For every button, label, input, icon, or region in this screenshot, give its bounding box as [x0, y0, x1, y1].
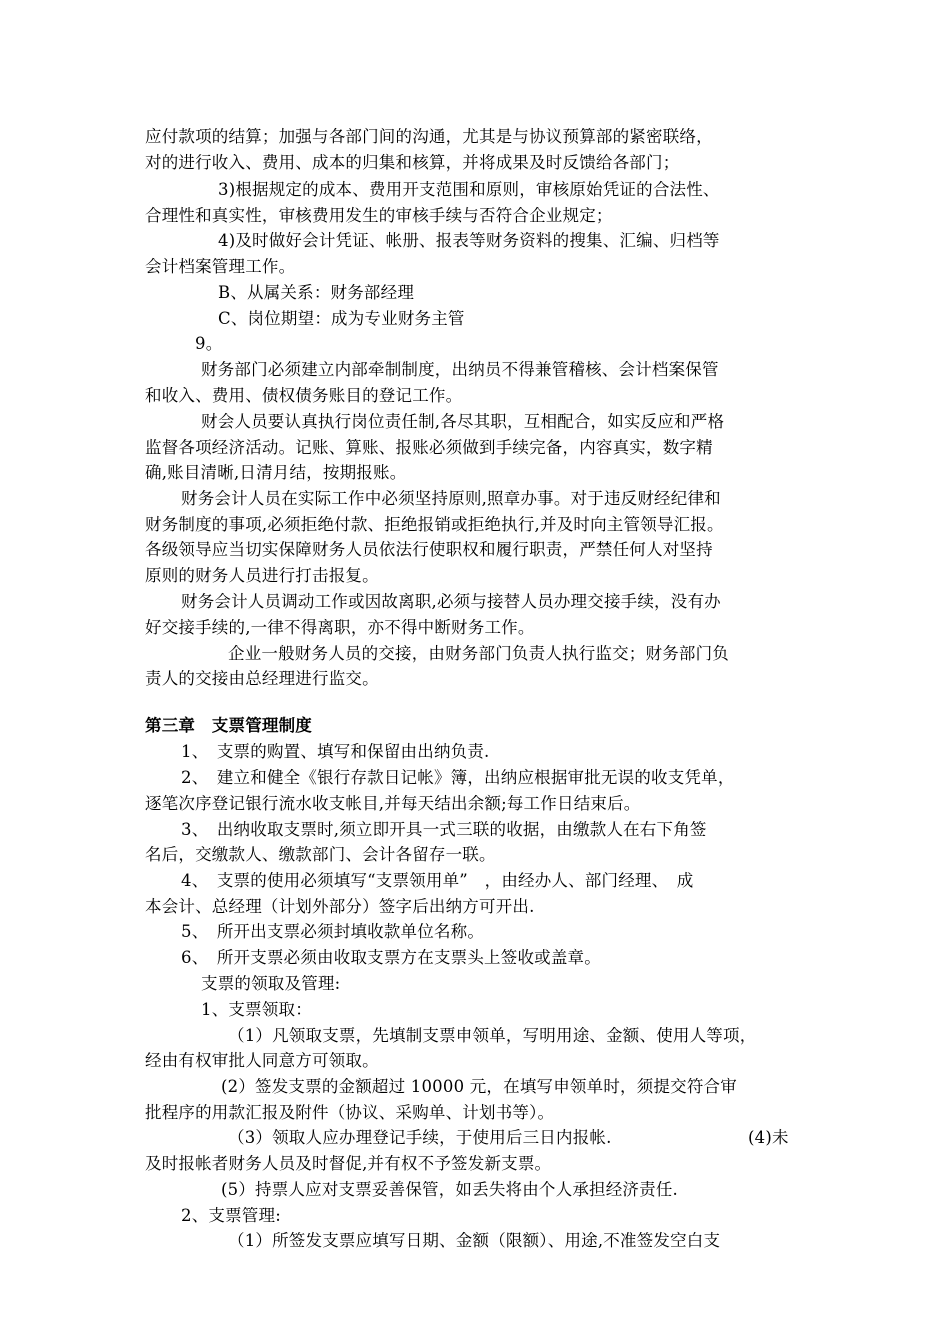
text-line: 财务制度的事项,必须拒绝付款、拒绝报销或拒绝执行,并及时向主管领导汇报。 — [145, 515, 724, 534]
text-line: 责人的交接由总经理进行监交。 — [145, 669, 379, 688]
text-line: C、岗位期望：成为专业财务主管 — [218, 309, 465, 328]
text-line: 对的进行收入、费用、成本的归集和核算，并将成果及时反馈给各部门； — [145, 153, 680, 172]
text-line: 本会计、总经理（计划外部分）签字后出纳方可开出. — [145, 897, 535, 916]
chapter-heading: 第三章 支票管理制度 — [145, 716, 312, 735]
text-line: 监督各项经济活动。记账、算账、报账必须做到手续完备，内容真实，数字精 — [145, 438, 713, 457]
list-item: (5）持票人应对支票妥善保管，如丢失将由个人承担经济责任. — [221, 1180, 678, 1199]
list-item: 4、 支票的使用必须填写“支票领用单” ，由经办人、部门经理、 成 — [181, 871, 694, 890]
text-line: 批程序的用款汇报及附件（协议、采购单、计划书等）。 — [145, 1103, 555, 1122]
text-line: 财务会计人员在实际工作中必须坚持原则,照章办事。对于违反财经纪律和 — [181, 489, 721, 508]
list-item: （1）凡领取支票，先填制支票申领单，写明用途、金额、使用人等项， — [228, 1026, 757, 1045]
subheading: 支票的领取及管理: — [201, 974, 341, 993]
subheading: 2、支票管理: — [181, 1206, 281, 1225]
text-line: 经由有权审批人同意方可领取。 — [145, 1051, 379, 1070]
text-line: 企业一般财务人员的交接，由财务部门负责人执行监交；财务部门负 — [228, 644, 729, 663]
text-line: 4)及时做好会计凭证、帐册、报表等财务资料的搜集、汇编、归档等 — [218, 231, 720, 250]
list-item: 5、 所开出支票必须封填收款单位名称。 — [181, 922, 485, 941]
text-line: 和收入、费用、债权债务账目的登记工作。 — [145, 386, 463, 405]
list-item: (4)未 — [748, 1128, 789, 1147]
list-item: 3、 出纳收取支票时,须立即开具一式三联的收据，由缴款人在右下角签 — [181, 820, 707, 839]
list-item: 6、 所开支票必须由收取支票方在支票头上签收或盖章。 — [181, 948, 601, 967]
list-item: 1、 支票的购置、填写和保留由出纳负责. — [181, 742, 490, 761]
list-item: （3）领取人应办理登记手续，于使用后三日内报帐. — [228, 1128, 612, 1147]
text-line: 确,账目清晰,日清月结，按期报账。 — [145, 463, 407, 482]
text-line: 好交接手续的,一律不得离职，亦不得中断财务工作。 — [145, 618, 535, 637]
text-line: 逐笔次序登记银行流水收支帐目,并每天结出余额;每工作日结束后。 — [145, 794, 641, 813]
list-item: （1）所签发支票应填写日期、金额（限额）、用途,不准签发空白支 — [228, 1231, 721, 1250]
text-line: 财务会计人员调动工作或因故离职,必须与接替人员办理交接手续，没有办 — [181, 592, 721, 611]
subheading: 1、支票领取： — [201, 1000, 312, 1019]
text-line: 3)根据规定的成本、费用开支范围和原则，审核原始凭证的合法性、 — [218, 180, 720, 199]
text-line: 各级领导应当切实保障财务人员依法行使职权和履行职责，严禁任何人对坚持 — [145, 540, 713, 559]
text-line: 原则的财务人员进行打击报复。 — [145, 566, 379, 585]
text-line: 合理性和真实性，审核费用发生的审核手续与否符合企业规定； — [145, 206, 613, 225]
list-item: (2）签发支票的金额超过 10000 元，在填写申领单时，须提交符合审 — [221, 1077, 737, 1096]
text-line: 名后，交缴款人、缴款部门、会计各留存一联。 — [145, 845, 496, 864]
text-line: 财会人员要认真执行岗位责任制,各尽其职，互相配合，如实反应和严格 — [201, 412, 725, 431]
text-line: 及时报帐者财务人员及时督促,并有权不予签发新支票。 — [145, 1154, 552, 1173]
section-number: 9。 — [195, 334, 223, 353]
text-line: 应付款项的结算；加强与各部门间的沟通，尤其是与协议预算部的紧密联络， — [145, 127, 713, 146]
text-line: B、从属关系：财务部经理 — [218, 283, 415, 302]
text-line: 会计档案管理工作。 — [145, 257, 296, 276]
text-line: 财务部门必须建立内部牵制制度，出纳员不得兼管稽核、会计档案保管 — [201, 360, 719, 379]
list-item: 2、 建立和健全《银行存款日记帐》簿，出纳应根据审批无误的收支凭单， — [181, 768, 735, 787]
